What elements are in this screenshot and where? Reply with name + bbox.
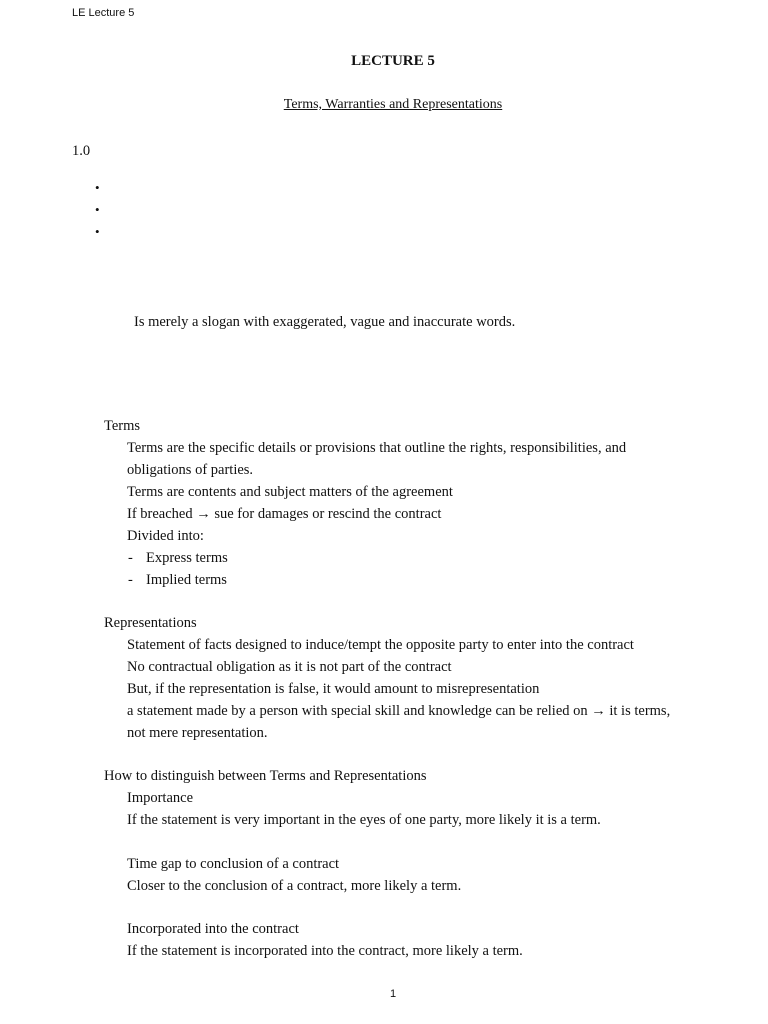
lecture-subtitle-text: Terms, Warranties and Representations: [283, 97, 503, 112]
terms-line: Divided into:: [127, 528, 204, 544]
representations-line: No contractual obligation as it is not part of the contract: [127, 659, 452, 675]
lecture-subtitle: [0, 97, 768, 113]
representations-line: a statement made by a person with special skill and knowledge can be relied on → it is terms,: [127, 703, 671, 719]
factor-name: Incorporated into the contract: [127, 921, 299, 937]
representations-line: not mere representation.: [127, 725, 268, 741]
terms-line: Terms are contents and subject matters of the agreement: [127, 484, 453, 500]
terms-line: obligations of parties.: [127, 462, 254, 478]
terms-line: If breached → sue for damages or rescind the contract: [127, 506, 442, 522]
page-number: 1: [389, 988, 397, 1000]
bullet-point: •: [95, 180, 100, 195]
term-type-express: Express terms: [146, 550, 228, 566]
factor-name: Time gap to conclusion of a contract: [127, 856, 340, 872]
terms-line: Terms are the specific details or provisions that outline the rights, responsibilities, and: [127, 440, 627, 456]
running-header: LE Lecture 5: [72, 7, 135, 19]
representations-line: But, if the representation is false, it would amount to misrepresentation: [127, 681, 540, 697]
factor-description: If the statement is very important in the eyes of one party, more likely it is a term.: [127, 812, 601, 828]
terms-heading: Terms: [104, 418, 141, 434]
representations-heading: Representations: [104, 615, 197, 631]
distinguish-heading: How to distinguish between Terms and Representations: [104, 768, 427, 784]
puff-note: Is merely a slogan with exaggerated, vague and inaccurate words.: [134, 314, 516, 330]
factor-description: If the statement is incorporated into the contract, more likely a term.: [127, 943, 523, 959]
list-dash: -: [128, 572, 133, 588]
lecture-title: LECTURE 5: [351, 53, 435, 69]
bullet-point: •: [95, 202, 100, 217]
section-number: 1.0: [72, 143, 91, 159]
representations-line: Statement of facts designed to induce/tempt the opposite party to enter into the contract: [127, 637, 634, 653]
factor-description: Closer to the conclusion of a contract, more likely a term.: [127, 878, 462, 894]
term-type-implied: Implied terms: [146, 572, 227, 588]
list-dash: -: [128, 550, 133, 566]
bullet-point: •: [95, 224, 100, 239]
factor-name: Importance: [127, 790, 194, 806]
